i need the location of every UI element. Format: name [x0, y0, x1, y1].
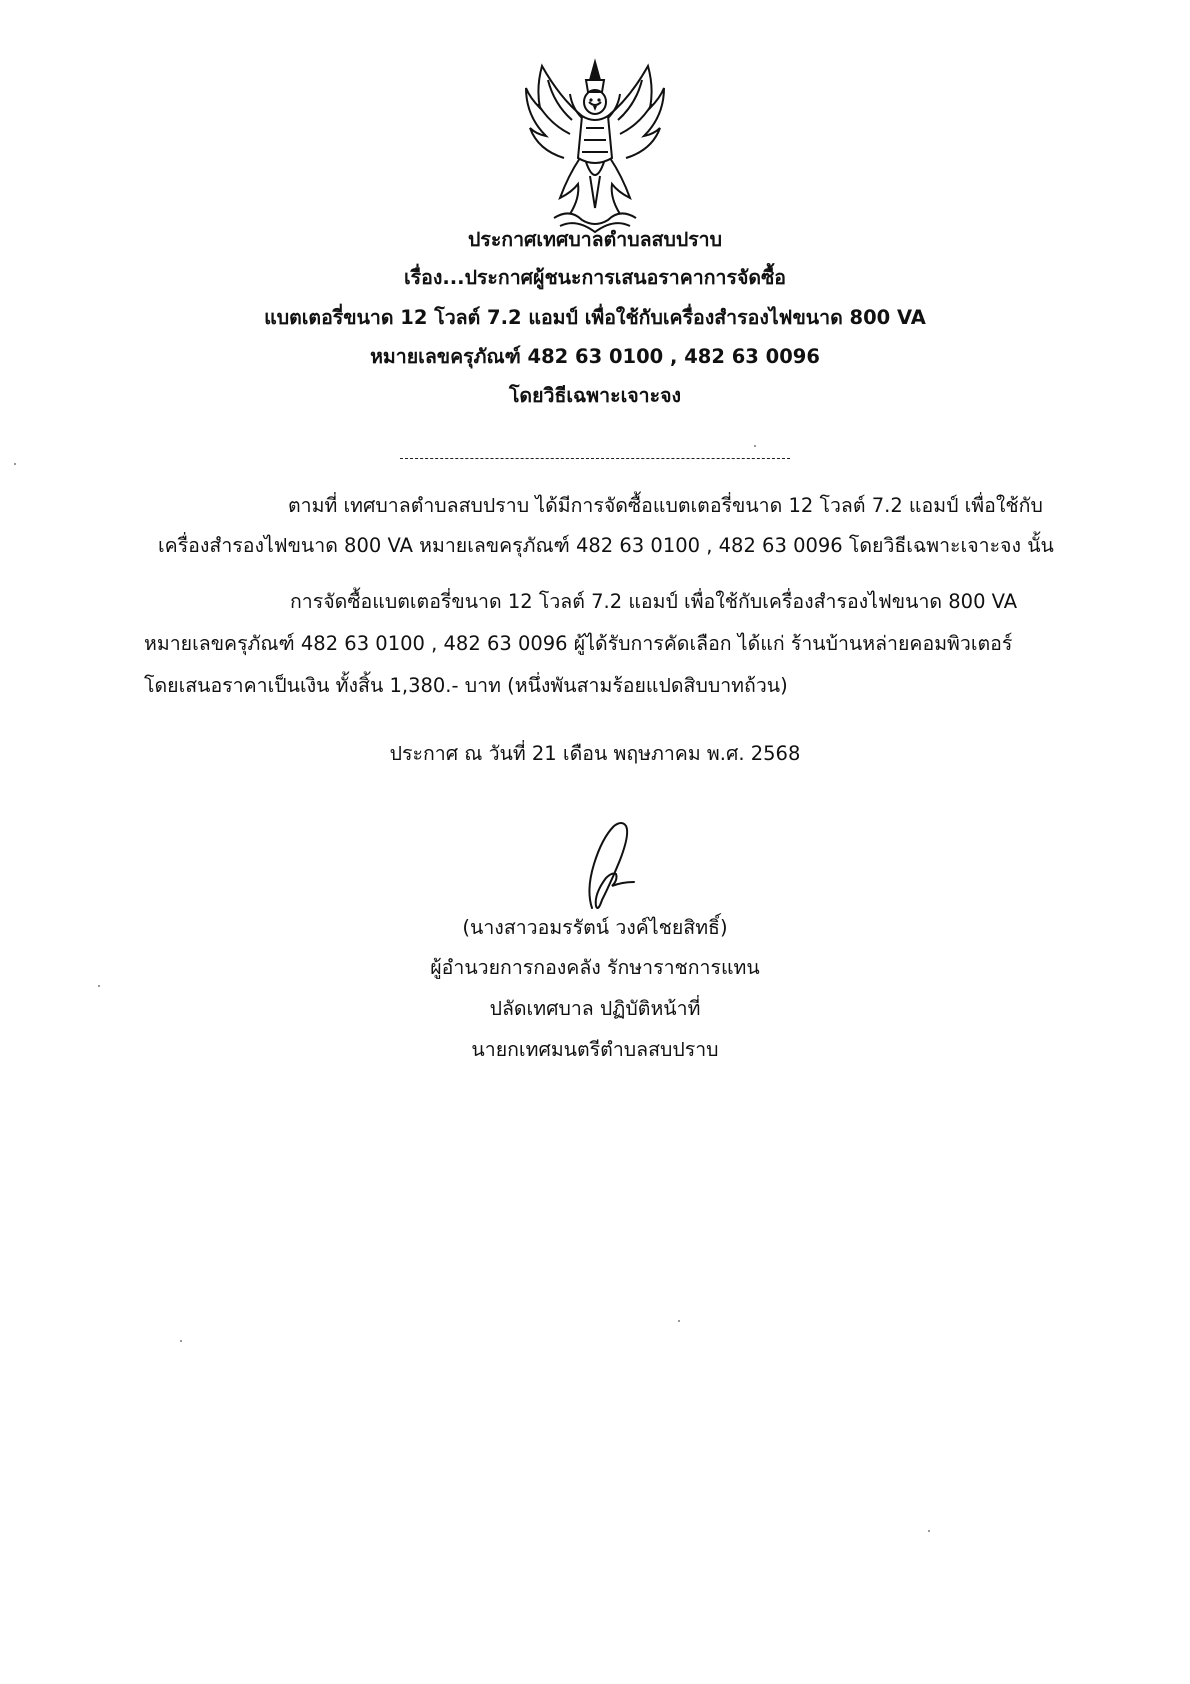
paragraph2-line3: โดยเสนอราคาเป็นเงิน ทั้งสิ้น 1,380.- บาท (หนึ่งพันสามร้อยแปดสิบบาทถ้วน)	[144, 674, 788, 697]
scan-speck	[678, 1320, 680, 1322]
separator-line	[400, 458, 790, 459]
announcement-method: โดยวิธีเฉพาะเจาะจง	[508, 384, 682, 407]
garuda-emblem-icon	[520, 58, 670, 238]
announcement-subject: เรื่อง...ประกาศผู้ชนะการเสนอราคาการจัดซื้อ	[403, 266, 787, 289]
signatory-position1: ผู้อำนวยการกองคลัง รักษาราชการแทน	[430, 956, 760, 979]
announcement-date: ประกาศ ณ วันที่ 21 เดือน พฤษภาคม พ.ศ. 2568	[389, 742, 801, 765]
signatory-position2: ปลัดเทศบาล ปฏิบัติหน้าที่	[489, 997, 701, 1020]
signatory-name: (นางสาวอมรรัตน์ วงค์ไชยสิทธิ์)	[462, 916, 728, 939]
scan-speck	[928, 1530, 930, 1532]
paragraph2-line1: การจัดซื้อแบตเตอรี่ขนาด 12 โวลต์ 7.2 แอมป์ เพื่อใช้กับเครื่องสำรองไฟขนาด 800 VA	[290, 590, 1018, 613]
scan-speck	[14, 463, 16, 465]
scan-speck	[98, 985, 100, 987]
scan-speck	[754, 445, 756, 447]
scan-speck	[180, 1340, 182, 1342]
signatory-position3: นายกเทศมนตรีตำบลสบปราบ	[471, 1038, 719, 1061]
announcement-asset-numbers: หมายเลขครุภัณฑ์ 482 63 0100 , 482 63 0096	[370, 345, 820, 368]
signature-mark	[572, 820, 662, 920]
paragraph2-line2: หมายเลขครุภัณฑ์ 482 63 0100 , 482 63 0096 ผู้ได้รับการคัดเลือก ได้แก่ ร้านบ้านหล่ายคอมพิวเตอร์	[144, 632, 1013, 655]
announcement-item: แบตเตอรี่ขนาด 12 โวลต์ 7.2 แอมป์ เพื่อใช้กับเครื่องสำรองไฟขนาด 800 VA	[264, 306, 926, 329]
paragraph1-line1: ตามที่ เทศบาลตำบลสบปราบ ได้มีการจัดซื้อแบตเตอรี่ขนาด 12 โวลต์ 7.2 แอมป์ เพื่อใช้กับ	[288, 494, 1043, 517]
paragraph1-line2: เครื่องสำรองไฟขนาด 800 VA หมายเลขครุภัณฑ์ 482 63 0100 , 482 63 0096 โดยวิธีเฉพาะเจาะจง นั้น	[158, 534, 1054, 557]
announcement-organization: ประกาศเทศบาลตำบลสบปราบ	[467, 228, 723, 251]
